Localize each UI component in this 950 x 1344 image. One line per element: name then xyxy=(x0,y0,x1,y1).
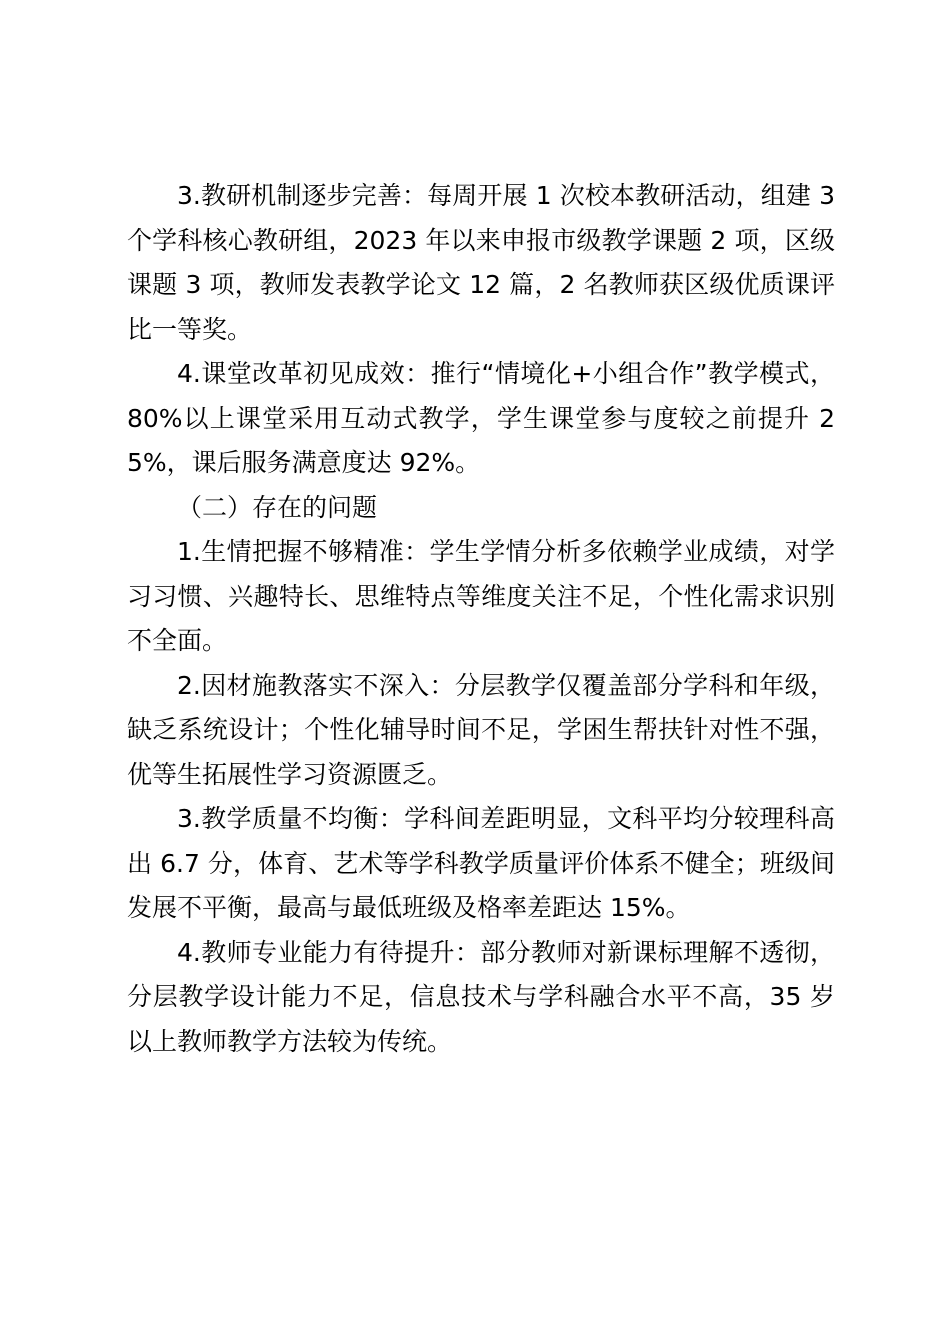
paragraph-teaching-research: 3.教研机制逐步完善：每周开展 1 次校本教研活动，组建 3 个学科核心教研组，2023 年以来申报市级教学课题 2 项，区级课题 3 项，教师发表教学论文 12 篇，2 名教师获区级优质课评比一等奖。 xyxy=(127,181,835,344)
paragraph-differentiated-teaching: 2.因材施教落实不深入：分层教学仅覆盖部分学科和年级，缺乏系统设计；个性化辅导时间不足，学困生帮扶针对性不强，优等生拓展性学习资源匮乏。 xyxy=(127,670,835,789)
document-body xyxy=(127,174,835,1064)
paragraph-quality-imbalance: 3.教学质量不均衡：学科间差距明显，文科平均分较理科高出 6.7 分，体育、艺术等学科教学质量评价体系不健全；班级间发展不平衡，最高与最低班级及格率差距达 15%。 xyxy=(127,804,835,922)
paragraph-classroom-reform: 4.课堂改革初见成效：推行“情境化+小组合作”教学模式，80%以上课堂采用互动式教学，学生课堂参与度较之前提升 25%，课后服务满意度达 92%。 xyxy=(127,359,835,477)
section-heading-problems: （二）存在的问题 xyxy=(177,492,378,522)
paragraph-teacher-ability: 4.教师专业能力有待提升：部分教师对新课标理解不透彻，分层教学设计能力不足，信息技术与学科融合水平不高，35 岁以上教师教学方法较为传统。 xyxy=(127,937,835,1056)
paragraph-student-analysis: 1.生情把握不够精准：学生学情分析多依赖学业成绩，对学习习惯、兴趣特长、思维特点等维度关注不足，个性化需求识别不全面。 xyxy=(127,537,835,655)
